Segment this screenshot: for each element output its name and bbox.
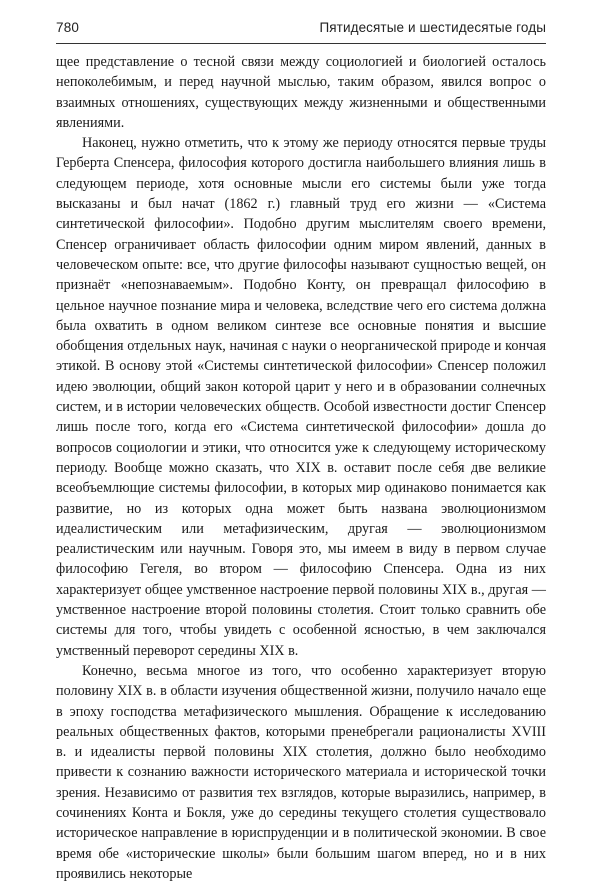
- paragraph-continued: щее представление о тесной связи между социологией и биологией осталось непоколебимым, и перед научной мыслью, таким образом, явился вопрос о взаимных отношениях, существующих между жизненными и общественными явлениями.: [56, 54, 546, 131]
- running-title: Пятидесятые и шестидесятые годы: [319, 20, 546, 35]
- body-text: [56, 52, 546, 884]
- book-page: [56, 20, 546, 884]
- paragraph-historical-schools: Конечно, весьма многое из того, что особенно характеризует вторую половину XIX в. в области изучения общественной жизни, получило начало еще в эпоху господства метафизического мышления. Обращение к исследованию реальных общественных фактов, которыми пренебрегали рационалисты XVIII в. и идеалисты первой половины XIX столетия, должно было необходимо привести к сознанию важности исторического материала и исторической точки зрения. Независимо от развития тех взглядов, которые выразились, например, в сочинениях Конта и Бокля, уже до середины текущего столетия существовало историческое направление в юриспруденции и в политической экономии. В свое время обе «исторические школы» были большим шагом вперед, но и в них проявились некоторые: [56, 662, 546, 882]
- paragraph-spencer: Наконец, нужно отметить, что к этому же периоду относятся первые труды Герберта Спенсера, философия которого достигла наибольшего влияния лишь в следующем периоде, хотя основные мысли его системы были уже тогда высказаны и был начат (1862 г.) главный труд его жизни — «Система синтетической философии». Подобно другим мыслителям своего времени, Спенсер ограничивает область философии одним миром явлений, данных в человеческом опыте: все, что другие философы называют сущностью вещей, он признаёт «непознаваемым». Подобно Конту, он превращал философию в цельное научное познание мира и человека, вследствие чего его система должна была охватить в одном великом синтезе все основные понятия и высшие обобщения отдельных наук, начиная с науки о неорганической природе и кончая этикой. В основу этой «Системы синтетической философии» Спенсер положил идею эволюции, общий закон которой царит у него и в образовании солнечных систем, и в истории человеческих обществ. Особой известности достиг Спенсер лишь после того, когда его «Система синтетической философии» дошла до вопросов социологии и этики, что относится уже к следующему историческому периоду. Вообще можно сказать, что XIX в. оставит после себя две великие всеобъемлющие системы философии, в которых мир одинаково понимается как развитие, но из которых одна может быть названа эволюционизмом идеалистическим или метафизическим, другая — эволюционизмом реалистическим или научным. Говоря это, мы имеем в виду в первом случае философию Гегеля, во втором — философию Спенсера. Одна из них характеризует общее умственное настроение первой половины XIX в., другая — умственное настроение второй половины столетия. Стоит только сравнить обе системы для того, чтобы увидеть с особенной ясностью, в чем заключался умственный переворот середины XIX в.: [56, 135, 546, 659]
- running-header: [56, 20, 546, 44]
- page-number: 780: [56, 20, 80, 35]
